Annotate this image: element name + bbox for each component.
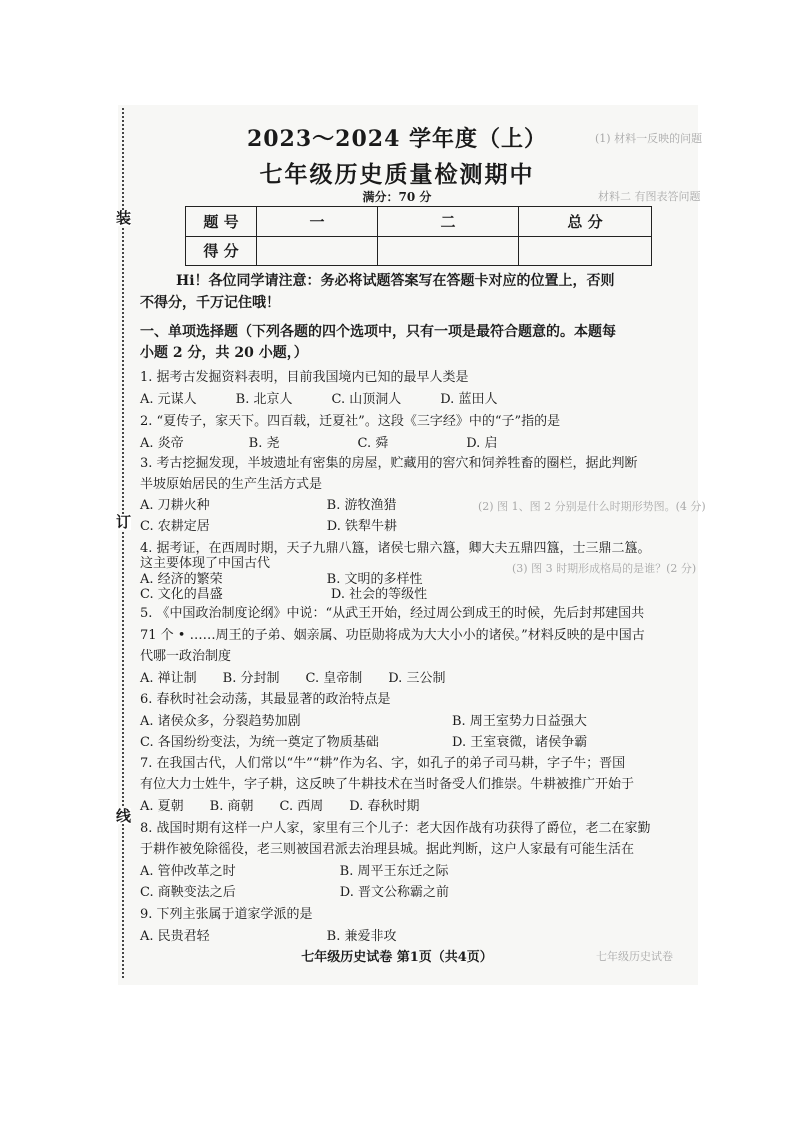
binding-label-ding: 订 <box>116 513 132 531</box>
section-heading: 小题 2 分，共 20 小题，） <box>140 345 308 361</box>
question-options: A. 元谋人 B. 北京人 C. 山顶洞人 D. 蓝田人 <box>140 392 498 407</box>
score-cell[interactable] <box>378 236 519 266</box>
question-stem: 代哪一政治制度 <box>140 649 232 664</box>
question-stem: 2. “夏传子，家天下。四百载，迁夏社”。这段《三字经》中的“子”指的是 <box>140 414 561 429</box>
question-option: D. 王室衰微，诸侯争霸 <box>452 735 588 750</box>
question-stem: 4. 据考证，在西周时期，天子九鼎八簋，诸侯七鼎六簋，卿大夫五鼎四簋，士三鼎二簋。 <box>140 541 651 556</box>
question-stem: 1. 据考古发掘资料表明，目前我国境内已知的最早人类是 <box>140 370 469 385</box>
question-stem: 5. 《中国政治制度论纲》中说：“从武王开始，经过周公到成王的时候，先后封邦建国共 <box>140 606 645 621</box>
question-options: C. 农耕定居 D. 铁犁牛耕 <box>140 519 397 534</box>
bleed-text: (1) 材料一反映的问题 <box>595 132 703 145</box>
page-footer: 七年级历史试卷 第1页（共4页） <box>301 950 493 965</box>
score-table <box>185 206 652 266</box>
binding-label-zhuang: 装 <box>116 209 132 227</box>
question-options: A. 炎帝 B. 尧 C. 舜 D. 启 <box>140 436 498 451</box>
question-option: C. 各国纷纷变法，为统一奠定了物质基础 <box>140 735 379 750</box>
question-options: A. 禅让制 B. 分封制 C. 皇帝制 D. 三公制 <box>140 671 446 686</box>
question-stem: 半坡原始居民的生产生活方式是 <box>140 477 323 492</box>
score-cell[interactable] <box>257 236 378 266</box>
score-table-header: 一 <box>257 207 378 237</box>
question-stem: 9. 下列主张属于道家学派的是 <box>140 907 313 922</box>
binding-line <box>122 108 124 978</box>
score-table-header: 总 分 <box>519 207 652 237</box>
score-table-label: 得 分 <box>186 236 257 266</box>
section-heading: 一、单项选择题（下列各题的四个选项中，只有一项是最符合题意的。本题每 <box>140 324 616 340</box>
binding-label-xian: 线 <box>116 807 132 825</box>
question-stem: 7. 在我国古代，人们常以“牛”“耕”作为名、字，如孔子的弟子司马耕，字子牛；晋国 <box>140 756 626 771</box>
bleed-text: 材料二 有图表答问题 <box>598 190 701 203</box>
question-option: B. 周王室势力日益强大 <box>452 714 587 729</box>
question-stem: 有位大力士姓牛，字子耕，这反映了牛耕技术在当时备受人们推崇。牛耕被推广开始于 <box>140 777 635 792</box>
question-options: A. 夏朝 B. 商朝 C. 西周 D. 春秋时期 <box>140 799 420 814</box>
question-stem: 3. 考古挖掘发现，半坡遗址有密集的房屋，贮藏用的窖穴和饲养牲畜的圈栏，据此判断 <box>140 456 638 471</box>
question-stem: 71 个 • ……周王的子弟、姻亲属、功臣勋将成为大大小小的诸侯。”材料反映的是中国古 <box>140 628 645 643</box>
question-stem: 8. 战国时期有这样一户人家，家里有三个儿子：老大因作战有功获得了爵位，老二在家勤 <box>140 821 651 836</box>
question-options: C. 文化的昌盛 D. 社会的等级性 <box>140 587 428 602</box>
question-options: C. 商鞅变法之后 D. 晋文公称霸之前 <box>140 885 449 900</box>
bleed-text: (2) 图 1、图 2 分别是什么时期形势图。(4 分) <box>478 500 706 513</box>
notice-line: 不得分，千万记住哦！ <box>140 295 280 311</box>
question-options: A. 民贵君轻 B. 兼爱非攻 <box>140 929 397 944</box>
question-option: A. 诸侯众多，分裂趋势加剧 <box>140 714 301 729</box>
score-cell[interactable] <box>519 236 652 266</box>
question-options: A. 经济的繁荣 B. 文明的多样性 <box>140 572 423 587</box>
question-stem: 这主要体现了中国古代 <box>140 556 271 571</box>
bleed-text: (3) 图 3 时期形成格局的是谁？(2 分) <box>512 562 697 575</box>
question-options: A. 管仲改革之时 B. 周平王东迁之际 <box>140 864 449 879</box>
question-options: A. 刀耕火种 B. 游牧渔猎 <box>140 498 397 513</box>
score-table-header: 题 号 <box>186 207 257 237</box>
question-stem: 6. 春秋时社会动荡，其最显著的政治特点是 <box>140 692 391 707</box>
full-score: 满分：70 分 <box>362 190 432 204</box>
exam-title: 七年级历史质量检测期中 <box>259 161 535 188</box>
question-stem: 于耕作被免除徭役，老三则被国君派去治理县城。据此判断，这户人家最有可能生活在 <box>140 842 635 857</box>
score-table-header: 二 <box>378 207 519 237</box>
exam-title-year: 2023～2024 学年度（上） <box>246 126 548 152</box>
notice-line: Hi！各位同学请注意：务必将试题答案写在答题卡对应的位置上，否则 <box>176 273 615 289</box>
bleed-text: 七年级历史试卷 <box>596 950 673 963</box>
